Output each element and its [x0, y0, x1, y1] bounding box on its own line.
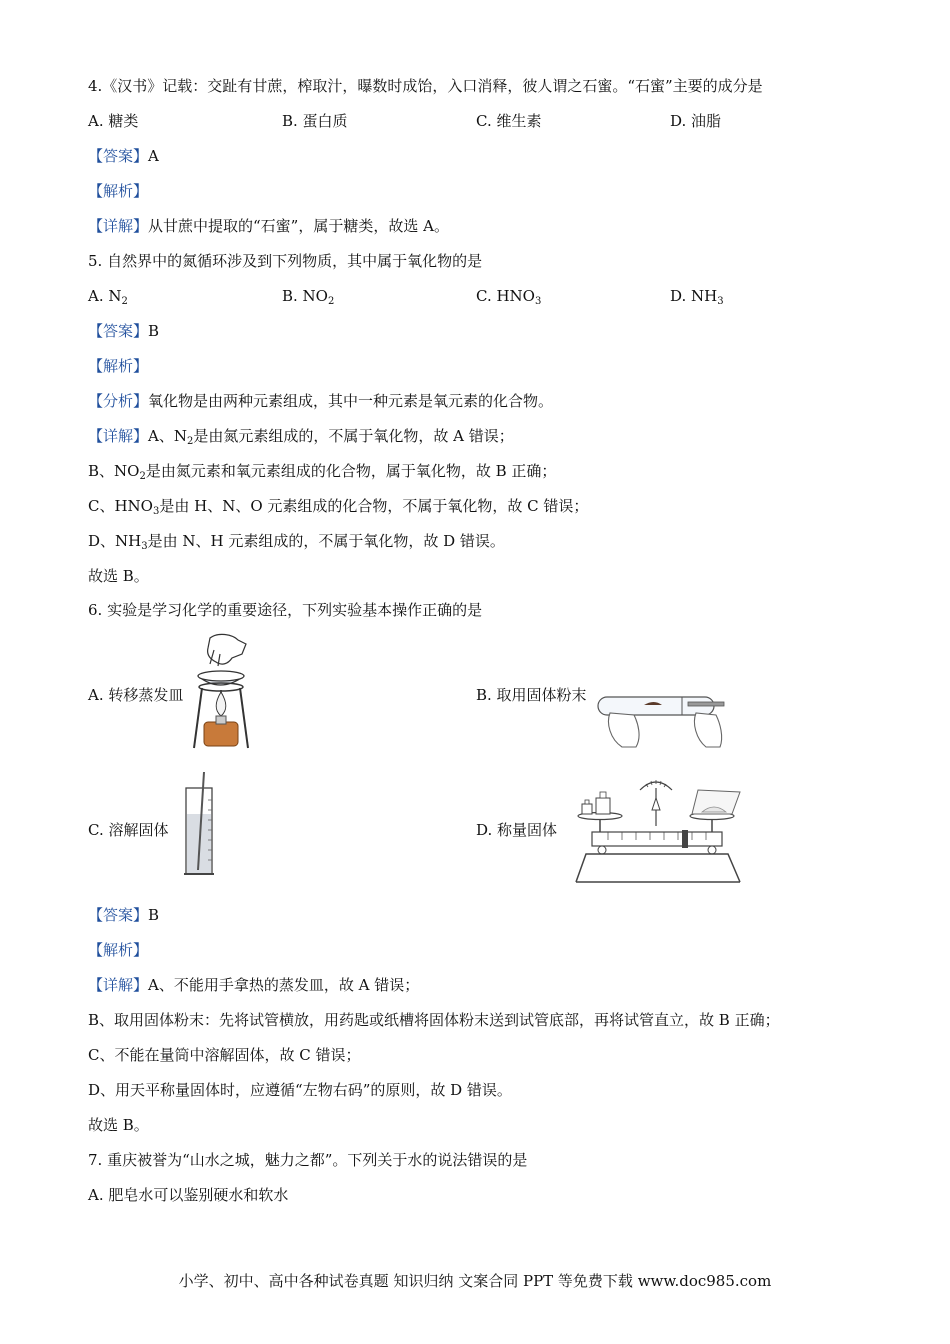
q4-option-d: D. 油脂 — [670, 112, 722, 130]
evaporating-dish-figure — [188, 632, 253, 750]
q6-stem: 6. 实验是学习化学的重要途径，下列实验基本操作正确的是 — [88, 601, 483, 619]
answer-tag: 【答案】 — [88, 147, 149, 165]
q6-detail-c: C、不能在量筒中溶解固体，故 C 错误； — [88, 1046, 361, 1064]
q5-option-b: B. $NO_2$ — [282, 287, 335, 307]
q5-option-c: C. $HNO_3$ — [476, 287, 542, 307]
q6-answer: 【答案】B — [88, 906, 160, 924]
q5-stem: 5. 自然界中的氮循环涉及到下列物质，其中属于氧化物的是 — [88, 252, 483, 270]
q7-stem: 7. 重庆被誉为“山水之城，魅力之都”。下列关于水的说法错误的是 — [88, 1151, 528, 1169]
q6-detail-d: D、用天平称量固体时，应遵循“左物右码”的原则，故 D 错误。 — [88, 1081, 512, 1099]
balance-figure — [572, 770, 747, 884]
q6-option-c: C. 溶解固体 — [88, 821, 169, 839]
q6-conclusion: 故选 B。 — [88, 1116, 149, 1134]
q6-option-a: A. 转移蒸发皿 — [88, 686, 184, 704]
q5-analysis-tag: 【解析】 — [88, 357, 149, 375]
q5-analysis: 【分析】氧化物是由两种元素组成，其中一种元素是氧元素的化合物。 — [88, 392, 554, 410]
q4-analysis-tag: 【解析】 — [88, 182, 149, 200]
answer-value: A — [148, 147, 159, 165]
q4-option-c: C. 维生素 — [476, 112, 542, 130]
q6-analysis-tag: 【解析】 — [88, 941, 149, 959]
q6-option-d: D. 称量固体 — [476, 821, 558, 839]
q5-detail-a: 【详解】A、$N_2$是由氮元素组成的，不属于氧化物，故 A 错误； — [88, 427, 514, 447]
q4-detail — [88, 216, 449, 236]
detail-text: 从甘蔗中提取的“石蜜”，属于糖类，故选 A。 — [148, 217, 449, 235]
q5-option-d: D. $NH_3$ — [670, 287, 724, 307]
q5-conclusion: 故选 B。 — [88, 567, 149, 585]
detail-tag: 【详解】 — [88, 217, 149, 235]
q5-detail-c: C、$HNO_3$是由 H、N、O 元素组成的化合物，不属于氧化物，故 C 错误； — [88, 497, 589, 517]
q5-option-a: A. $N_2$ — [88, 287, 128, 307]
q6-detail-a: 【详解】A、不能用手拿热的蒸发皿，故 A 错误； — [88, 976, 420, 994]
q4-option-a: A. 糖类 — [88, 112, 139, 130]
q5-answer: 【答案】B — [88, 322, 160, 340]
q7-option-a: A. 肥皂水可以鉴别硬水和软水 — [88, 1186, 289, 1204]
q4-stem: 4.《汉书》记载：交趾有甘蔗，榨取汁，曝数时成饴，入口消释，彼人谓之石蜜。“石蜜”主要的成分是 — [88, 77, 763, 95]
q5-detail-d: D、$NH_3$是由 N、H 元素组成的，不属于氧化物，故 D 错误。 — [88, 532, 505, 552]
q5-detail-b: B、$NO_2$是由氮元素和氧元素组成的化合物，属于氧化物，故 B 正确； — [88, 462, 557, 482]
q4-answer — [88, 146, 159, 166]
page-footer: 小学、初中、高中各种试卷真题 知识归纳 文案合同 PPT 等免费下载 www.doc985.com — [178, 1272, 772, 1290]
q6-detail-b: B、取用固体粉末：先将试管横放，用药匙或纸槽将固体粉末送到试管底部，再将试管直立，故 B 正确； — [88, 1011, 780, 1029]
graduated-cylinder-figure — [182, 770, 218, 882]
q4-option-b: B. 蛋白质 — [282, 112, 348, 130]
test-tube-figure — [596, 683, 726, 751]
q6-option-b: B. 取用固体粉末 — [476, 686, 587, 704]
